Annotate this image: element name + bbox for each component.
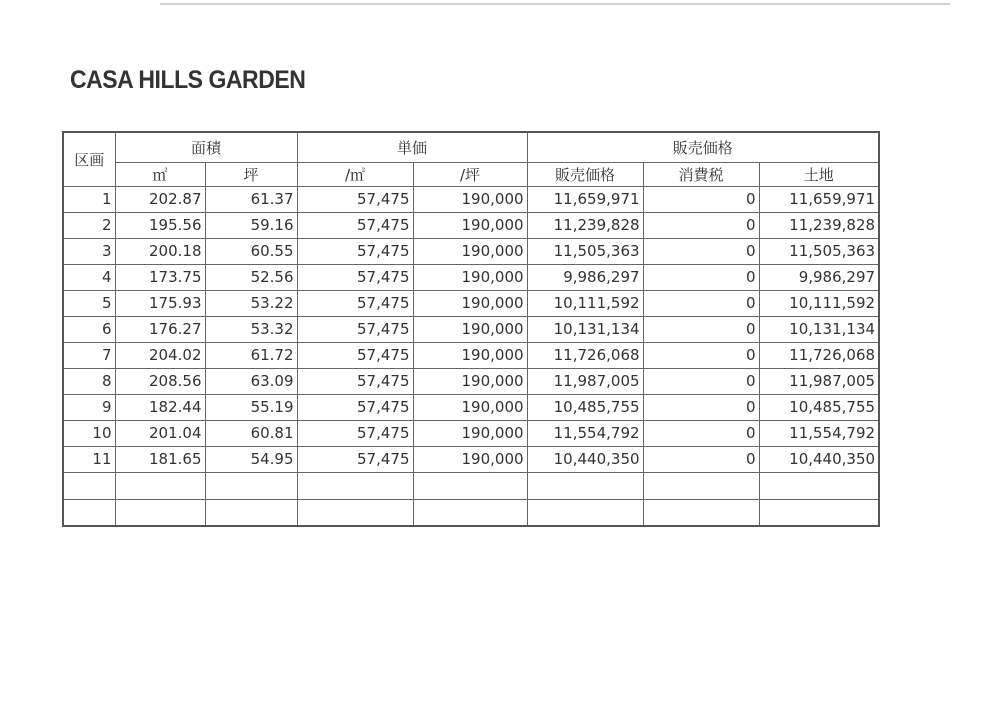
cell-area-tsubo: 60.81 [205,420,297,446]
cell-sale-price: 11,726,068 [527,342,643,368]
header-unit-per-tsubo: /坪 [413,162,527,186]
cell-consumption-tax: 0 [643,264,759,290]
cell-unit-per-tsubo: 190,000 [413,394,527,420]
cell-area-tsubo: 59.16 [205,212,297,238]
cell-unit-per-m2: 57,475 [297,212,413,238]
cell-unit-per-tsubo: 190,000 [413,420,527,446]
header-unit-price: 単価 [297,132,527,162]
header-area: 面積 [115,132,297,162]
cell-lot: 3 [63,238,115,264]
cell-land: 11,987,005 [759,368,879,394]
cell-land: 10,111,592 [759,290,879,316]
cell-consumption-tax: 0 [643,238,759,264]
cell-consumption-tax: 0 [643,420,759,446]
cell-consumption-tax: 0 [643,290,759,316]
cell-sale-price: 10,440,350 [527,446,643,472]
header-sale-price: 販売価格 [527,162,643,186]
cell-area-tsubo: 53.32 [205,316,297,342]
cell-unit-per-m2: 57,475 [297,420,413,446]
cell-unit-per-tsubo: 190,000 [413,212,527,238]
cell-area-m2: 176.27 [115,316,205,342]
cell-area-m2: 204.02 [115,342,205,368]
header-row-top [63,132,879,162]
table-row [63,290,879,316]
cell-land: 10,440,350 [759,446,879,472]
cell-consumption-tax: 0 [643,368,759,394]
cell-unit-per-tsubo: 190,000 [413,368,527,394]
cell-lot: 1 [63,186,115,212]
cell-sale-price: 11,554,792 [527,420,643,446]
blank-row [63,472,879,499]
cell-sale-price: 10,485,755 [527,394,643,420]
table-row [63,316,879,342]
cell-area-tsubo: 52.56 [205,264,297,290]
cell-area-tsubo: 55.19 [205,394,297,420]
header-area-m2: ㎡ [115,162,205,186]
cell-lot: 10 [63,420,115,446]
table-row [63,342,879,368]
cell-area-m2: 201.04 [115,420,205,446]
table-row [63,420,879,446]
cell-land: 11,554,792 [759,420,879,446]
table-row [63,264,879,290]
cell-area-m2: 202.87 [115,186,205,212]
cell-consumption-tax: 0 [643,316,759,342]
cell-unit-per-m2: 57,475 [297,342,413,368]
table-row [63,368,879,394]
cell-lot: 2 [63,212,115,238]
cell-sale-price: 9,986,297 [527,264,643,290]
cell-sale-price: 11,987,005 [527,368,643,394]
price-table [62,131,880,527]
cell-consumption-tax: 0 [643,446,759,472]
cell-lot: 4 [63,264,115,290]
cell-area-m2: 200.18 [115,238,205,264]
cell-lot: 9 [63,394,115,420]
cell-area-m2: 195.56 [115,212,205,238]
table-row [63,446,879,472]
cell-unit-per-tsubo: 190,000 [413,342,527,368]
cell-land: 11,239,828 [759,212,879,238]
cell-lot: 8 [63,368,115,394]
cell-unit-per-tsubo: 190,000 [413,264,527,290]
cell-area-m2: 173.75 [115,264,205,290]
cell-consumption-tax: 0 [643,212,759,238]
cell-consumption-tax: 0 [643,186,759,212]
cell-area-m2: 175.93 [115,290,205,316]
cell-sale-price: 10,111,592 [527,290,643,316]
cell-unit-per-m2: 57,475 [297,368,413,394]
cell-unit-per-tsubo: 190,000 [413,186,527,212]
cell-area-m2: 181.65 [115,446,205,472]
cell-area-tsubo: 63.09 [205,368,297,394]
cell-land: 10,485,755 [759,394,879,420]
cell-land: 11,659,971 [759,186,879,212]
cell-unit-per-tsubo: 190,000 [413,290,527,316]
cell-lot: 5 [63,290,115,316]
cell-unit-per-m2: 57,475 [297,238,413,264]
cell-area-tsubo: 54.95 [205,446,297,472]
cell-unit-per-m2: 57,475 [297,290,413,316]
table-row [63,212,879,238]
cell-unit-per-tsubo: 190,000 [413,316,527,342]
blank-row [63,499,879,526]
cell-sale-price: 11,239,828 [527,212,643,238]
cell-land: 10,131,134 [759,316,879,342]
page-title: CASA HILLS GARDEN [70,66,306,94]
header-row-sub [63,162,879,186]
table-row [63,186,879,212]
table-row [63,238,879,264]
scan-edge-line [160,3,950,5]
cell-sale-price: 10,131,134 [527,316,643,342]
cell-unit-per-tsubo: 190,000 [413,238,527,264]
cell-land: 11,726,068 [759,342,879,368]
cell-area-m2: 208.56 [115,368,205,394]
cell-sale-price: 11,505,363 [527,238,643,264]
cell-unit-per-m2: 57,475 [297,316,413,342]
cell-consumption-tax: 0 [643,394,759,420]
cell-land: 9,986,297 [759,264,879,290]
cell-land: 11,505,363 [759,238,879,264]
header-area-tsubo: 坪 [205,162,297,186]
cell-lot: 7 [63,342,115,368]
cell-unit-per-m2: 57,475 [297,446,413,472]
cell-area-m2: 182.44 [115,394,205,420]
cell-area-tsubo: 60.55 [205,238,297,264]
cell-lot: 6 [63,316,115,342]
cell-area-tsubo: 61.72 [205,342,297,368]
header-lot: 区画 [63,132,115,186]
cell-unit-per-m2: 57,475 [297,186,413,212]
header-consumption-tax: 消費税 [643,162,759,186]
table-row [63,394,879,420]
cell-unit-per-tsubo: 190,000 [413,446,527,472]
cell-consumption-tax: 0 [643,342,759,368]
cell-unit-per-m2: 57,475 [297,394,413,420]
cell-unit-per-m2: 57,475 [297,264,413,290]
header-land: 土地 [759,162,879,186]
header-unit-per-m2: /㎡ [297,162,413,186]
cell-sale-price: 11,659,971 [527,186,643,212]
cell-area-tsubo: 53.22 [205,290,297,316]
cell-area-tsubo: 61.37 [205,186,297,212]
header-sale-price-group: 販売価格 [527,132,879,162]
cell-lot: 11 [63,446,115,472]
